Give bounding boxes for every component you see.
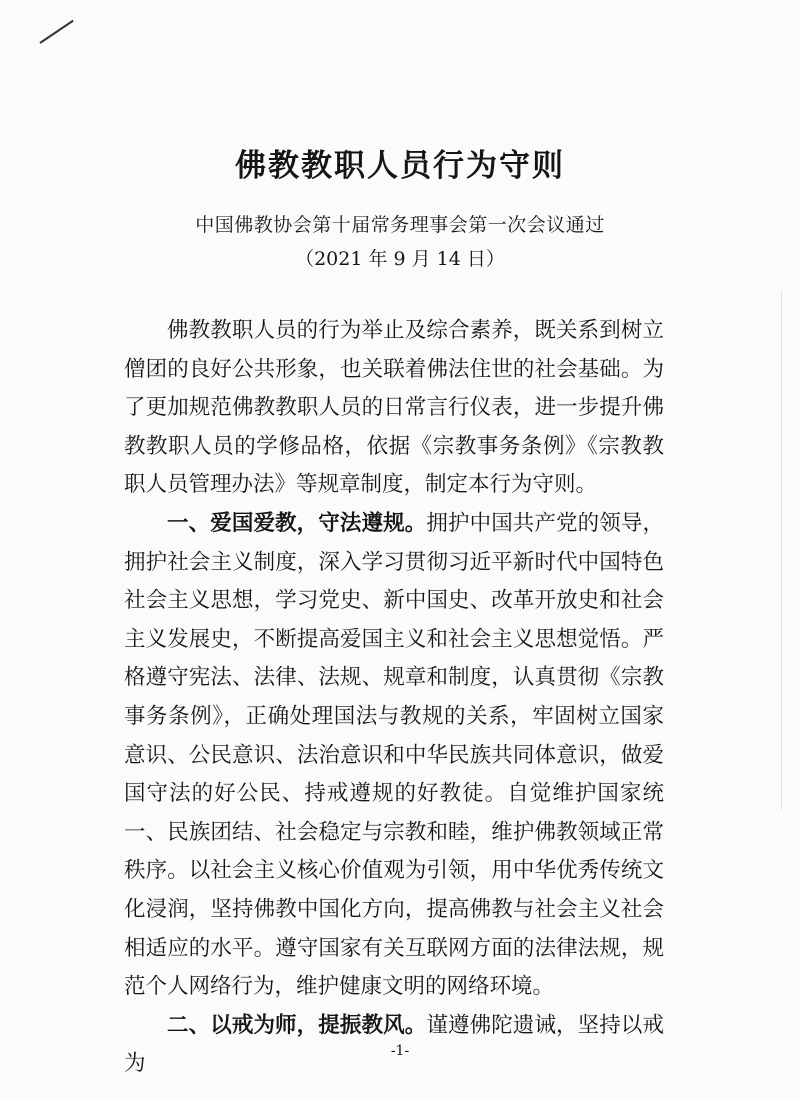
section-2-heading: 二、以戒为师，提振教风。 — [167, 1012, 427, 1038]
section-1-paragraph — [124, 505, 664, 1007]
pen-stroke-mark — [39, 20, 73, 44]
section-1-text: 拥护中国共产党的领导，拥护社会主义制度，深入学习贯彻习近平新时代中国特色社会主义思想，学习党史、新中国史、改革开放史和社会主义发展史，不断提高爱国主义和社会主义思想觉悟。严格遵守宪法、法律、法规、规章和制度，认真贯彻《宗教事务条例》，正确处理国法与教规的关系，牢固树立国家意识、公民意识、法治意识和中华民族共同体意识，做爱国守法的好公民、持戒遵规的好教徒。自觉维护国家统一、民族团结、社会稳定与宗教和睦，维护佛教领域正常秩序。以社会主义核心价值观为引领，用中华优秀传统文化浸润，坚持佛教中国化方向，提高佛教与社会主义社会相适应的水平。遵守国家有关互联网方面的法律法规，规范个人网络行为，维护健康文明的网络环境。 — [124, 510, 664, 1000]
section-1-heading: 一、爱国爱教，守法遵规。 — [167, 510, 427, 536]
scan-edge-line — [781, 290, 782, 810]
document-subtitle: 中国佛教协会第十届常务理事会第一次会议通过 — [195, 214, 605, 236]
page-number: -1- — [390, 1043, 410, 1059]
section-2-text: 谨遵佛陀遗诫，坚持以戒为 — [124, 1012, 664, 1077]
intro-paragraph: 佛教教职人员的行为举止及综合素养，既关系到树立僧团的良好公共形象，也关联着佛法住世的社会基础。为了更加规范佛教教职人员的日常言行仪表，进一步提升佛教教职人员的学修品格，依据《宗教事务条例》《宗教教职人员管理办法》等规章制度，制定本行为守则。 — [124, 318, 664, 498]
document-date: （2021 年 9 月 14 日） — [295, 248, 505, 270]
document-title: 佛教教职人员行为守则 — [235, 148, 565, 184]
document-body — [124, 312, 664, 1084]
